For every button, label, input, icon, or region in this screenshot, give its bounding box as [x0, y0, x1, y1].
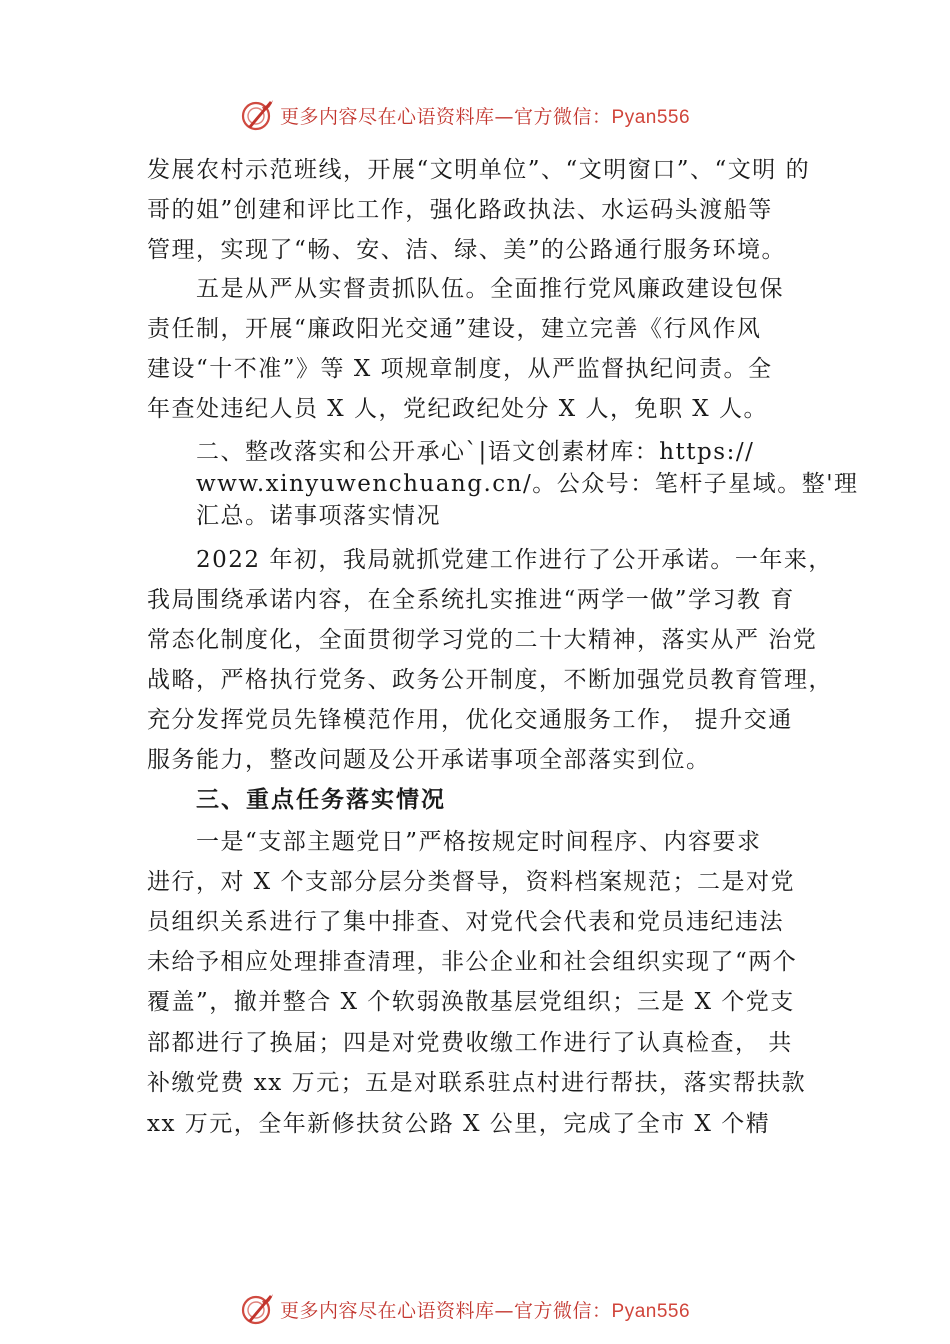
text-line: 管理，实现了“畅、安、洁、绿、美”的公路通行服务环境。	[147, 237, 787, 263]
banner-text	[280, 1296, 690, 1323]
banner-handle: Pyan556	[611, 1300, 691, 1322]
banner-title: 更多内容尽在心语资料库	[280, 1299, 495, 1322]
paragraph-start-line: 2022 年初，我局就抓党建工作进行了公开承诺。一年来，	[196, 547, 833, 573]
section-heading-3: 三、重点任务落实情况	[196, 787, 446, 813]
text-line: 补缴党费 xx 万元；五是对联系驻点村进行帮扶，落实帮扶款	[147, 1070, 807, 1096]
footer-banner	[240, 1290, 690, 1328]
quill-logo-icon	[240, 1291, 276, 1327]
text-line: 进行，对 X 个支部分层分类督导，资料档案规范；二是对党	[147, 869, 795, 895]
banner-dash: —	[494, 105, 515, 128]
text-line: 建设“十不准”》等 X 项规章制度，从严监督执纪问责。全	[147, 356, 773, 382]
text-line: 战略，严格执行党务、政务公开制度，不断加强党员教育管理，	[147, 667, 833, 693]
section-heading-2-line: 二、整改落实和公开承心`|语文创素材库：https://	[196, 439, 755, 465]
quill-logo-icon	[240, 97, 276, 133]
text-line: 常态化制度化，全面贯彻学习党的二十大精神，落实从严 治党	[147, 627, 818, 653]
text-line: 发展农村示范班线，开展“文明单位”、“文明窗口”、“文明 的	[147, 157, 811, 183]
text-line: 部都进行了换届；四是对党费收缴工作进行了认真检查， 共	[147, 1030, 793, 1056]
text-line: 未给予相应处理排查清理，非公企业和社会组织实现了“两个	[147, 949, 798, 975]
text-line: 责任制，开展“廉政阳光交通”建设，建立完善《行风作风	[147, 316, 762, 342]
paragraph-start-line: 五是从严从实督责抓队伍。全面推行党风廉政建设包保	[196, 276, 784, 302]
banner-text	[280, 102, 690, 129]
text-line: 年查处违纪人员 X 人，党纪政纪处分 X 人，免职 X 人。	[147, 396, 768, 422]
banner-suffix: 官方微信：	[514, 105, 612, 128]
text-line: 哥的姐”创建和评比工作，强化路政执法、水运码头渡船等	[147, 197, 773, 223]
text-line: 充分发挥党员先锋模范作用，优化交通服务工作， 提升交通	[147, 707, 793, 733]
section-heading-2-line: www.xinyuwenchuang.cn/。公众号：笔杆子星域。整'理	[196, 471, 859, 497]
text-line: xx 万元，全年新修扶贫公路 X 公里，完成了全市 X 个精	[147, 1111, 771, 1137]
banner-title: 更多内容尽在心语资料库	[280, 105, 495, 128]
text-line: 覆盖”，撤并整合 X 个软弱涣散基层党组织；三是 X 个党支	[147, 989, 795, 1015]
text-line: 员组织关系进行了集中排查、对党代会代表和党员违纪违法	[147, 909, 784, 935]
banner-handle: Pyan556	[611, 106, 691, 128]
paragraph-start-line: 一是“支部主题党日”严格按规定时间程序、内容要求	[196, 829, 762, 855]
text-line: 我局围绕承诺内容，在全系统扎实推进“两学一做”学习教 育	[147, 587, 795, 613]
header-banner	[240, 96, 690, 134]
banner-dash: —	[494, 1299, 515, 1322]
text-line: 服务能力，整改问题及公开承诺事项全部落实到位。	[147, 747, 711, 773]
banner-suffix: 官方微信：	[514, 1299, 612, 1322]
section-heading-2-line: 汇总。诺事项落实情况	[196, 503, 441, 529]
